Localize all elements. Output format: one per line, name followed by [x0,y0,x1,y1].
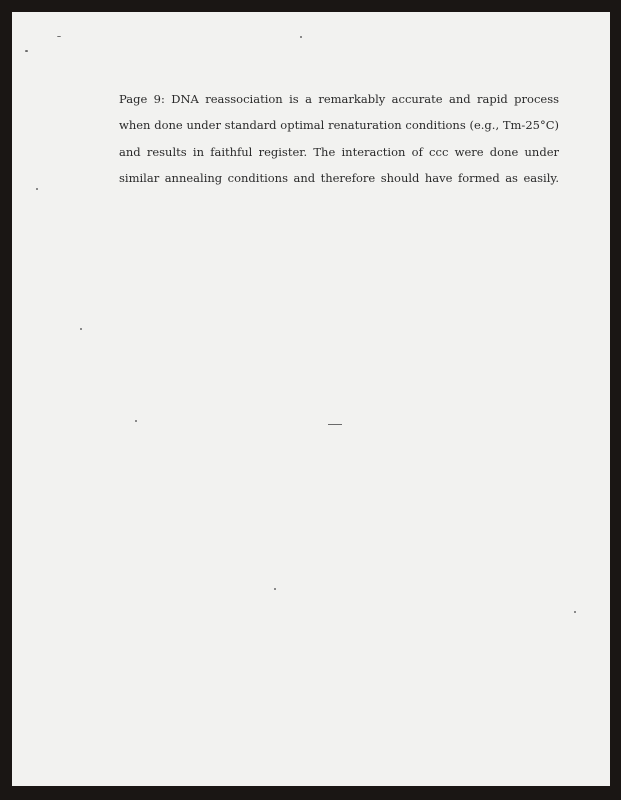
paper-speck [135,420,137,422]
paper-speck [574,611,576,613]
paper-speck [274,588,276,590]
text-line-1: Page 9: DNA reassociation is a remarkably accurate and rapid process [119,92,559,106]
paper-speck [25,50,28,52]
body-text [119,86,559,191]
paper-speck [328,424,342,425]
paper-speck [300,36,302,38]
paper-speck [80,328,82,330]
paper-speck [57,36,61,37]
paper-speck [36,188,38,190]
text-line-4: similar annealing conditions and therefore should have formed as easily. [119,170,559,185]
text-line-3: and results in faithful register. The interaction of ccc were done under [119,144,559,159]
paper-sheet [12,12,610,786]
text-line-2: when done under standard optimal renaturation conditions (e.g., Tm-25°C) [119,118,559,133]
